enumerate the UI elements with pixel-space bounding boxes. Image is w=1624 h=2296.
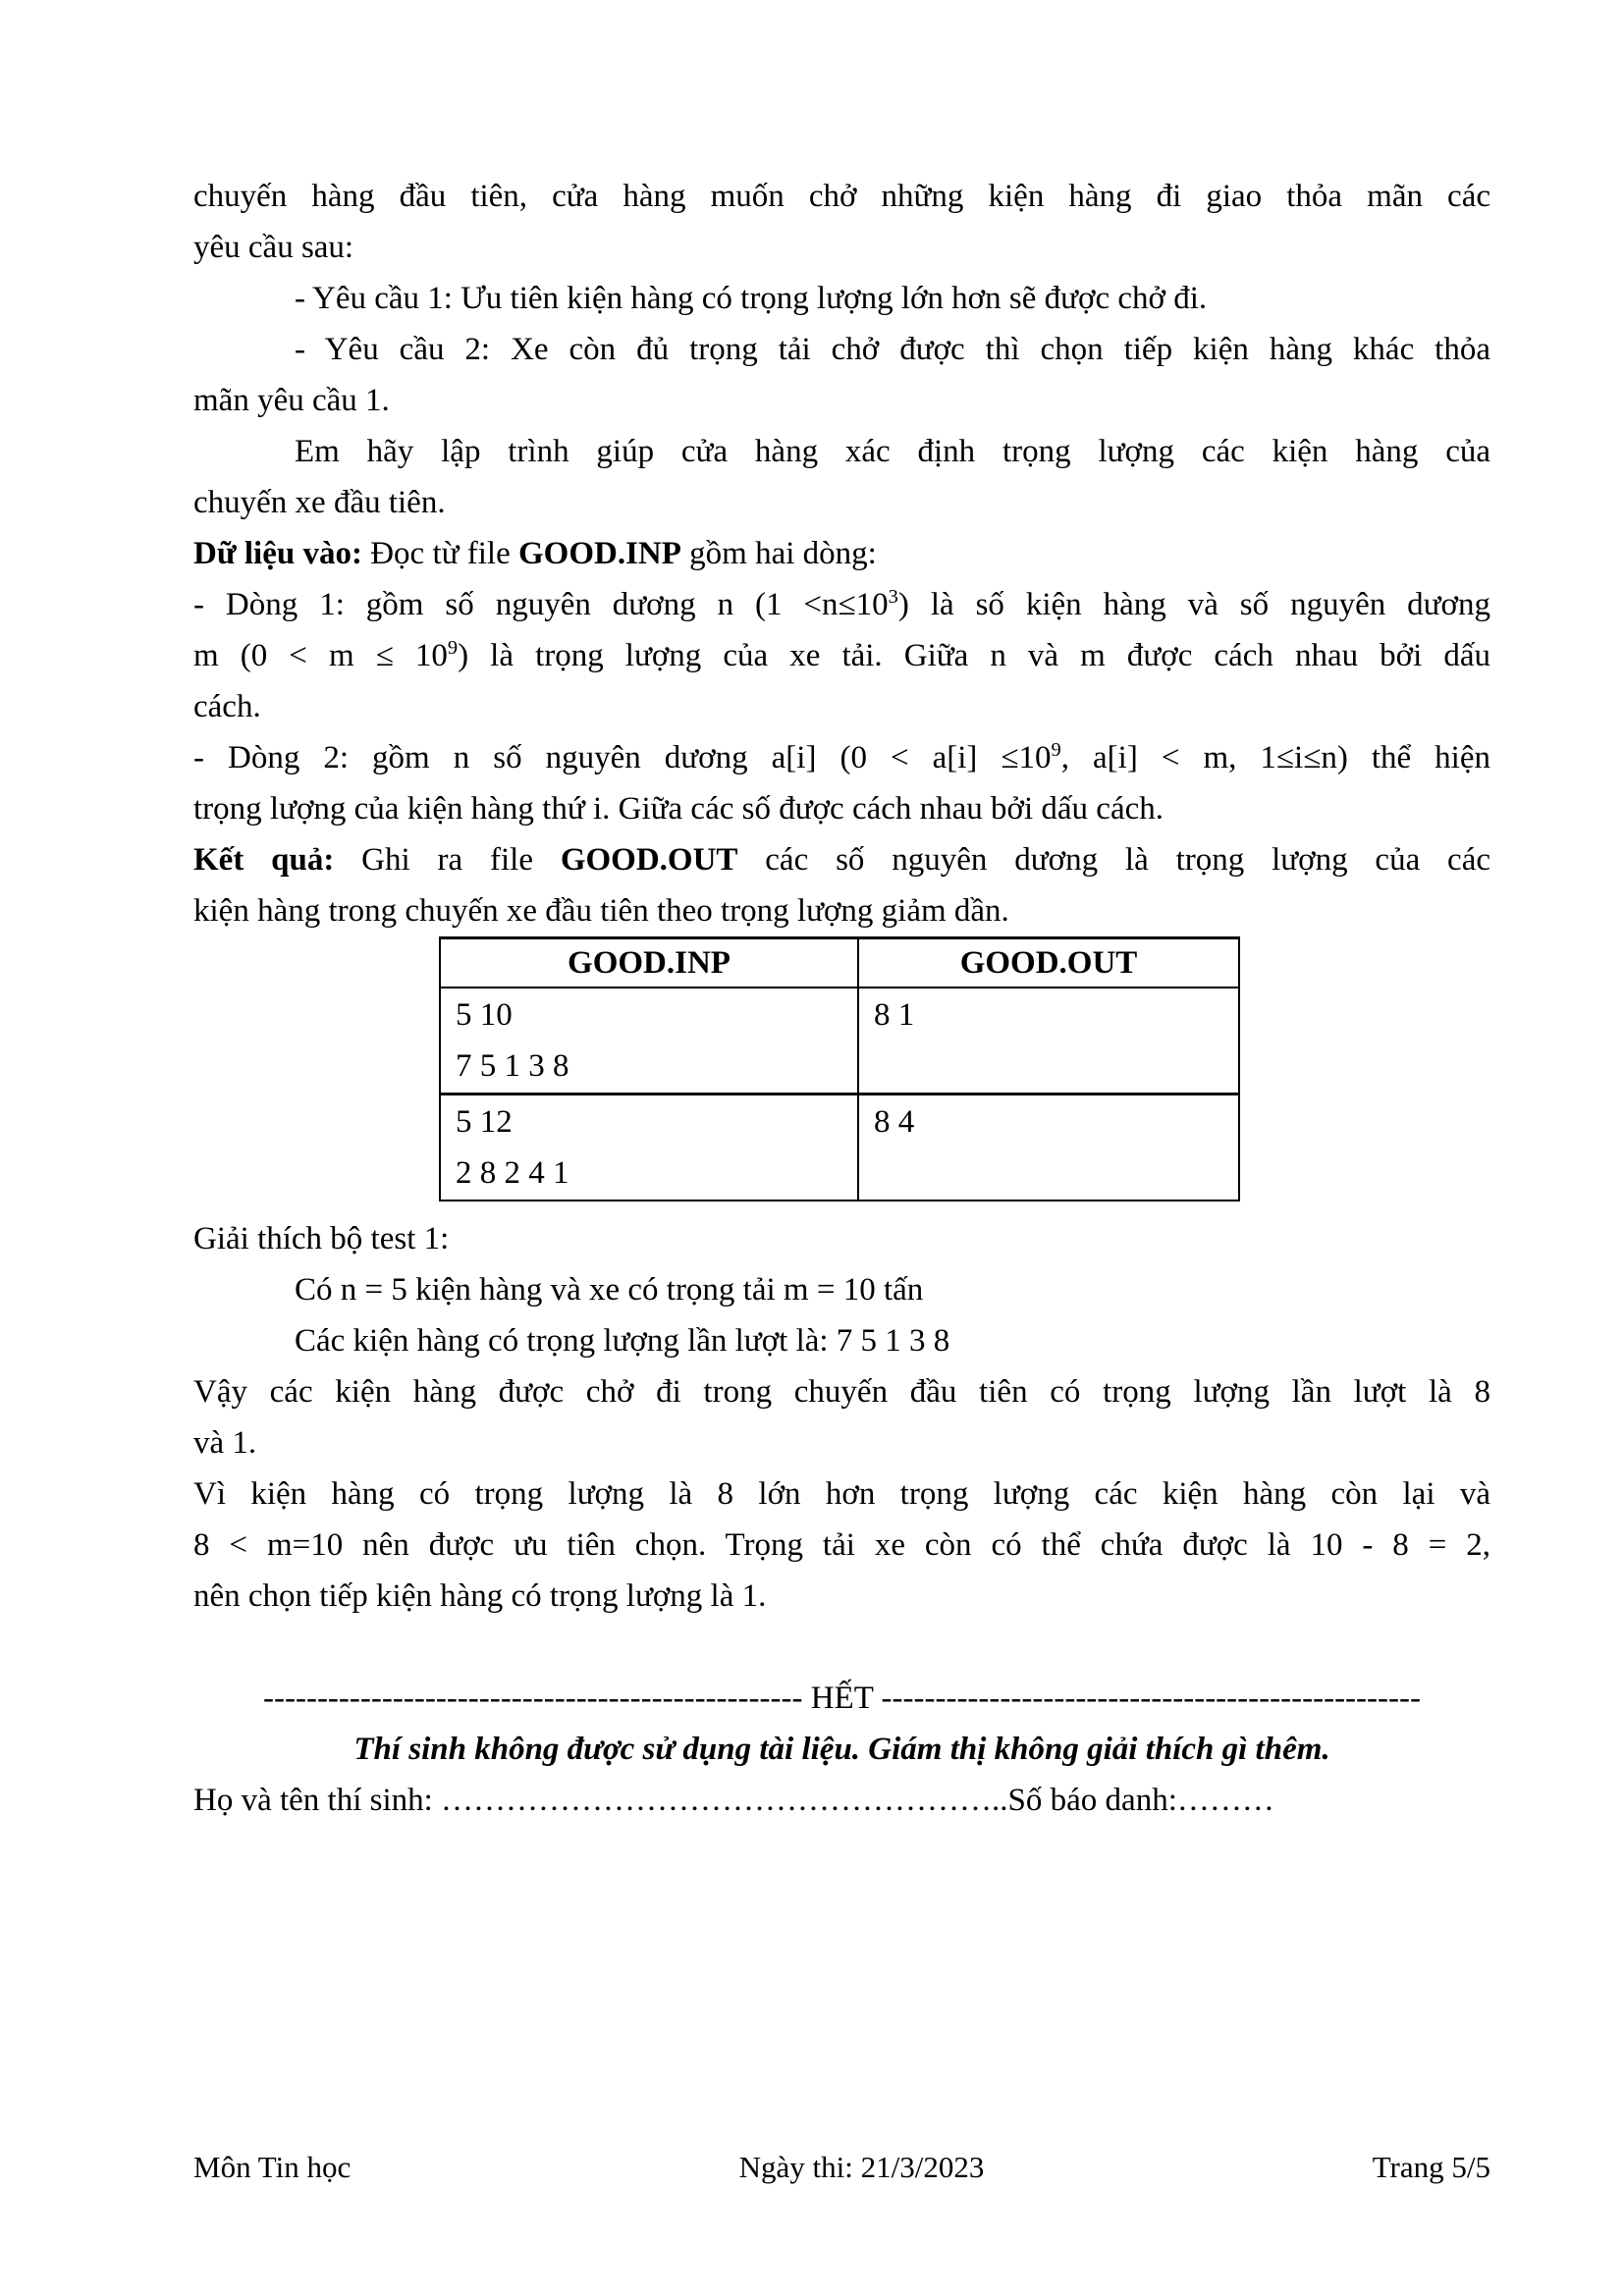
cell-line: 8 4 <box>874 1104 915 1140</box>
superscript-text: 9 <box>447 637 459 659</box>
output-cell <box>858 1095 1239 1201</box>
test-explanation <box>193 1213 1490 1622</box>
text-segment: gồm hai dòng: <box>680 536 877 571</box>
table-header-cell: GOOD.OUT <box>858 938 1239 988</box>
output-cell <box>858 988 1239 1095</box>
text-line <box>193 885 1490 936</box>
text-line <box>193 1520 1490 1571</box>
cell-line: 8 1 <box>874 997 915 1033</box>
bold-text: Dữ liệu vào: <box>193 536 362 571</box>
footer-page-number: Trang 5/5 <box>1372 2150 1490 2184</box>
text-segment: - Dòng 2: gồm n số nguyên dương a[i] (0 < a[i] ≤10 <box>193 740 1052 775</box>
table-header-row <box>440 938 1239 988</box>
text-segment: , a[i] < m, 1≤i≤n) thể hiện <box>1060 740 1490 775</box>
text-segment: Ghi ra file <box>334 842 561 878</box>
example-table-header <box>440 938 1239 988</box>
text-segment: kiện hàng trong chuyến xe đầu tiên theo trọng lượng giảm dần. <box>193 893 1009 929</box>
text-segment: chuyến xe đầu tiên. <box>193 485 446 520</box>
text-segment: Đọc từ file <box>361 536 518 571</box>
examinee-notice: Thí sinh không được sử dụng tài liệu. Giám thị không giải thích gì thêm. <box>353 1732 1330 1767</box>
text-line <box>193 1213 1490 1264</box>
table-row <box>440 1095 1239 1201</box>
bold-text: Kết quả: <box>193 842 335 878</box>
text-line <box>193 681 1490 732</box>
text-segment: yêu cầu sau: <box>193 230 354 265</box>
text-line <box>193 426 1490 477</box>
cell-line: 5 12 <box>456 1104 513 1140</box>
text-line <box>193 1571 1490 1622</box>
input-cell <box>440 1095 858 1201</box>
cell-line: 5 10 <box>456 997 513 1033</box>
text-segment: mãn yêu cầu 1. <box>193 383 390 418</box>
text-segment: và 1. <box>193 1425 257 1461</box>
cell-line: 2 8 2 4 1 <box>456 1155 569 1191</box>
text-segment: 8 < m=10 nên được ưu tiên chọn. Trọng tải xe còn có thể chứa được là 10 - 8 = 2, <box>193 1527 1490 1563</box>
text-line <box>193 273 1490 324</box>
text-segment: nên chọn tiếp kiện hàng có trọng lượng là 1. <box>193 1578 767 1614</box>
footer-exam-date: Ngày thi: 21/3/2023 <box>738 2150 985 2184</box>
example-table-body <box>440 988 1239 1201</box>
text-segment: Giải thích bộ test 1: <box>193 1221 450 1256</box>
text-line <box>193 528 1490 579</box>
text-segment: Có n = 5 kiện hàng và xe có trọng tải m = 10 tấn <box>295 1272 924 1308</box>
candidate-name-line: Họ và tên thí sinh: ……………………………………………..Số báo danh:……… <box>193 1783 1274 1818</box>
text-segment: ) là số kiện hàng và số nguyên dương <box>897 587 1490 622</box>
superscript-text: 9 <box>1051 739 1061 761</box>
input-cell <box>440 988 858 1095</box>
text-segment: chuyến hàng đầu tiên, cửa hàng muốn chở những kiện hàng đi giao thỏa mãn các <box>193 179 1490 214</box>
bold-text: GOOD.INP <box>517 536 681 571</box>
text-line <box>193 375 1490 426</box>
bold-text: GOOD.OUT <box>560 842 738 878</box>
text-segment: trọng lượng của kiện hàng thứ i. Giữa các số được cách nhau bởi dấu cách. <box>193 791 1164 827</box>
table-header-cell: GOOD.INP <box>440 938 858 988</box>
text-line <box>193 1468 1490 1520</box>
text-line <box>193 1366 1490 1417</box>
footer-subject: Môn Tin học <box>193 2150 352 2184</box>
text-line <box>193 732 1490 783</box>
text-line <box>193 834 1490 885</box>
text-segment: ) là trọng lượng của xe tải. Giữa n và m được cách nhau bởi dấu <box>458 638 1490 673</box>
table-row <box>440 988 1239 1095</box>
text-segment: Em hãy lập trình giúp cửa hàng xác định trọng lượng các kiện hàng của <box>295 434 1490 469</box>
text-segment: - Yêu cầu 1: Ưu tiên kiện hàng có trọng lượng lớn hơn sẽ được chở đi. <box>295 281 1208 316</box>
text-segment: Vậy các kiện hàng được chở đi trong chuyến đầu tiên có trọng lượng lần lượt là 8 <box>193 1374 1490 1410</box>
cell-line: 7 5 1 3 8 <box>456 1048 569 1084</box>
text-segment: Vì kiện hàng có trọng lượng là 8 lớn hơn trọng lượng các kiện hàng còn lại và <box>193 1476 1490 1512</box>
text-line <box>193 171 1490 222</box>
text-line <box>193 1264 1490 1315</box>
text-line <box>193 1417 1490 1468</box>
problem-statement <box>193 171 1490 936</box>
text-segment: các số nguyên dương là trọng lượng của các <box>737 842 1491 878</box>
page-footer <box>193 2148 1490 2187</box>
blank-line <box>193 1622 1490 1673</box>
text-line <box>193 783 1490 834</box>
text-line <box>193 222 1490 273</box>
text-segment: m (0 < m ≤ 10 <box>193 638 448 673</box>
text-segment: cách. <box>193 689 261 724</box>
text-line <box>193 477 1490 528</box>
text-segment: Các kiện hàng có trọng lượng lần lượt là: 7 5 1 3 8 <box>295 1323 950 1359</box>
text-segment: - Dòng 1: gồm số nguyên dương n (1 <n≤10 <box>193 587 889 622</box>
text-line <box>193 630 1490 681</box>
text-line <box>193 579 1490 630</box>
superscript-text: 3 <box>888 586 898 608</box>
text-segment: - Yêu cầu 2: Xe còn đủ trọng tải chở được thì chọn tiếp kiện hàng khác thỏa <box>295 332 1490 367</box>
text-line <box>193 1315 1490 1366</box>
text-line <box>193 324 1490 375</box>
example-table <box>439 936 1240 1201</box>
het-separator: -------------------------------------------------- HẾT -------------------------------------------------- <box>263 1681 1421 1716</box>
document-content <box>193 171 1490 1826</box>
